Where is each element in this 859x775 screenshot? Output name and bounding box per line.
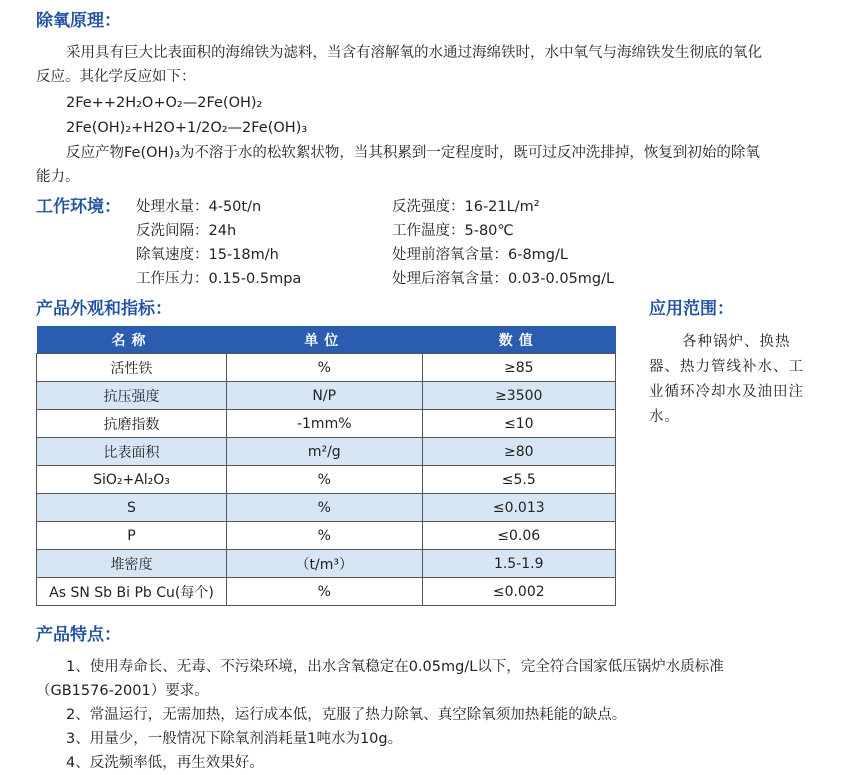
cell-unit: % xyxy=(226,494,422,522)
header-value: 数值 xyxy=(422,326,615,354)
table-row xyxy=(37,438,616,466)
features-heading: 产品特点： xyxy=(36,625,121,645)
application-heading: 应用范围： xyxy=(649,299,734,319)
application-line-0: 各种锅炉、换热 xyxy=(682,334,791,350)
header-name: 名称 xyxy=(37,326,227,354)
table-header-row xyxy=(37,326,616,354)
cell-name: SiO₂+Al₂O₃ xyxy=(37,466,227,494)
env-left-2: 除氧速度：15-18m/h xyxy=(136,247,279,263)
cell-name: 抗磨指数 xyxy=(37,410,227,438)
cell-value: 1.5-1.9 xyxy=(422,550,615,578)
cell-unit: % xyxy=(226,578,422,606)
cell-name: 抗压强度 xyxy=(37,382,227,410)
cell-name: 比表面积 xyxy=(37,438,227,466)
table-row xyxy=(37,354,616,382)
product-table-heading: 产品外观和指标： xyxy=(36,299,172,319)
principle-para2-line2: 能力。 xyxy=(36,169,80,185)
table-row xyxy=(37,382,616,410)
table-row xyxy=(37,578,616,606)
principle-para2-line1: 反应产物Fe(OH)₃为不溶于水的松软絮状物，当其积累到一定程度时，既可过反冲洗排掉，恢复到初始的除氧 xyxy=(66,145,760,161)
env-left-1: 反洗间隔：24h xyxy=(136,223,237,239)
cell-unit: N/P xyxy=(226,382,422,410)
table-row xyxy=(37,466,616,494)
env-right-2: 处理前溶氧含量：6-8mg/L xyxy=(392,247,568,263)
cell-name: P xyxy=(37,522,227,550)
feature-line-0: 1、使用寿命长、无毒、不污染环境，出水含氧稳定在0.05mg/L以下，完全符合国家低压锅炉水质标准 xyxy=(66,659,724,675)
cell-value: ≥3500 xyxy=(422,382,615,410)
equation-1: 2Fe++2H₂O+O₂—2Fe(OH)₂ xyxy=(66,95,263,111)
feature-line-1: （GB1576-2001）要求。 xyxy=(36,683,209,699)
application-line-2: 业循环冷却水及油田注 xyxy=(649,384,804,400)
application-line-1: 器、热力管线补水、工 xyxy=(649,359,804,375)
cell-value: ≥85 xyxy=(422,354,615,382)
cell-value: ≥80 xyxy=(422,438,615,466)
cell-unit: % xyxy=(226,354,422,382)
cell-value: ≤0.06 xyxy=(422,522,615,550)
cell-value: ≤10 xyxy=(422,410,615,438)
equation-2: 2Fe(OH)₂+H2O+1/2O₂—2Fe(OH)₃ xyxy=(66,120,308,136)
env-left-0: 处理水量：4-50t/n xyxy=(136,199,262,215)
table-row xyxy=(37,550,616,578)
application-line-3: 水。 xyxy=(649,409,680,425)
feature-line-2: 2、常温运行，无需加热，运行成本低，克服了热力除氧、真空除氧须加热耗能的缺点。 xyxy=(66,707,627,723)
principle-para-line2: 反应。其化学反应如下： xyxy=(36,69,196,85)
cell-name: 活性铁 xyxy=(37,354,227,382)
env-right-3: 处理后溶氧含量：0.03-0.05mg/L xyxy=(392,271,615,287)
cell-value: ≤0.002 xyxy=(422,578,615,606)
env-right-1: 工作温度：5-80℃ xyxy=(392,223,514,239)
cell-unit: -1mm% xyxy=(226,410,422,438)
environment-heading: 工作环境： xyxy=(36,197,121,217)
cell-unit: % xyxy=(226,522,422,550)
cell-name: As SN Sb Bi Pb Cu(每个) xyxy=(37,578,227,606)
header-unit: 单位 xyxy=(226,326,422,354)
principle-para-line1: 采用具有巨大比表面积的海绵铁为滤料，当含有溶解氧的水通过海绵铁时，水中氧气与海绵铁发生彻底的氧化 xyxy=(66,45,762,61)
feature-line-3: 3、用量少，一般情况下除氧剂消耗量1吨水为10g。 xyxy=(66,731,403,747)
feature-line-4: 4、反洗频率低，再生效果好。 xyxy=(66,755,264,771)
cell-value: ≤0.013 xyxy=(422,494,615,522)
table-row xyxy=(37,410,616,438)
env-left-3: 工作压力：0.15-0.5mpa xyxy=(136,271,302,287)
table-row xyxy=(37,494,616,522)
cell-unit: % xyxy=(226,466,422,494)
cell-name: 堆密度 xyxy=(37,550,227,578)
cell-name: S xyxy=(37,494,227,522)
env-right-0: 反洗强度：16-21L/m² xyxy=(392,199,540,215)
product-spec-table xyxy=(36,326,616,606)
cell-unit: （t/m³） xyxy=(226,550,422,578)
table-row xyxy=(37,522,616,550)
cell-unit: m²/g xyxy=(226,438,422,466)
cell-value: ≤5.5 xyxy=(422,466,615,494)
principle-heading: 除氧原理： xyxy=(36,11,121,31)
